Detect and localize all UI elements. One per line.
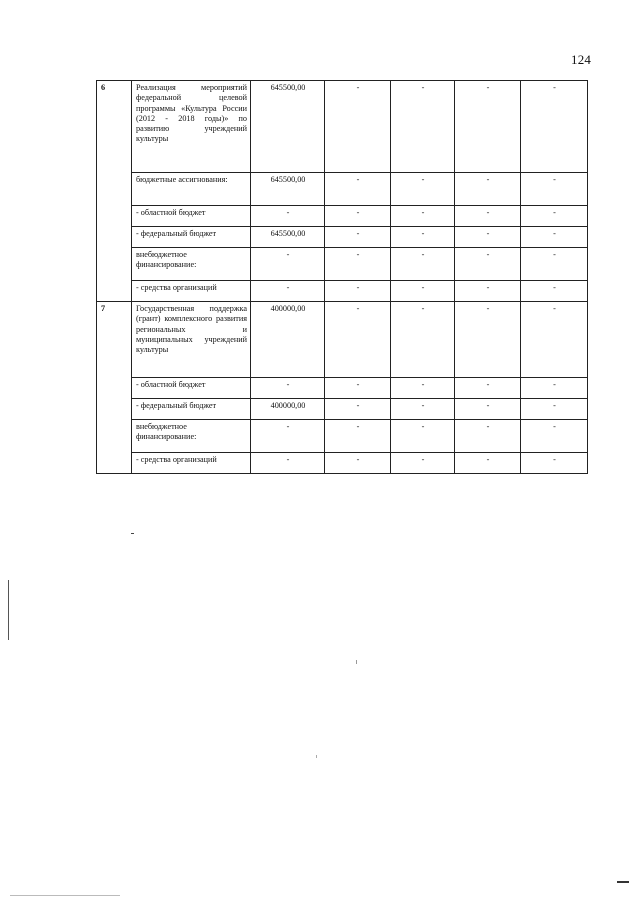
table-row xyxy=(97,281,588,302)
row-value: - xyxy=(391,173,455,206)
table-row xyxy=(97,248,588,281)
row-value: - xyxy=(455,453,521,474)
row-value: - xyxy=(251,206,325,227)
table-row xyxy=(97,399,588,420)
table-row xyxy=(97,227,588,248)
row-value: 400000,00 xyxy=(251,302,325,378)
row-value: - xyxy=(521,281,588,302)
row-value: - xyxy=(325,399,391,420)
row-value: - xyxy=(521,420,588,453)
row-description: Реализация мероприятий федеральной целевой программы «Культура России (2012 - 2018 годы)» по развитию учреждений культуры xyxy=(132,81,251,173)
scan-speck xyxy=(131,533,134,534)
row-value: - xyxy=(521,227,588,248)
row-description: внебюджетное финансирование: xyxy=(132,248,251,281)
row-value: - xyxy=(455,227,521,248)
row-value: 645500,00 xyxy=(251,173,325,206)
table-row xyxy=(97,378,588,399)
row-value: - xyxy=(521,453,588,474)
table-row xyxy=(97,420,588,453)
row-value: - xyxy=(251,420,325,453)
row-number: 6 xyxy=(97,81,132,302)
row-value: - xyxy=(455,399,521,420)
scan-edge-line xyxy=(8,580,9,640)
table-row xyxy=(97,173,588,206)
row-description: внебюджетное финансирование: xyxy=(132,420,251,453)
scan-speck xyxy=(316,755,317,758)
row-description: - средства организаций xyxy=(132,281,251,302)
row-value: - xyxy=(325,378,391,399)
row-value: - xyxy=(521,81,588,173)
row-value: - xyxy=(391,378,455,399)
scan-speck xyxy=(617,881,629,883)
row-value: - xyxy=(455,206,521,227)
row-value: - xyxy=(521,248,588,281)
row-description: - средства организаций xyxy=(132,453,251,474)
row-value: - xyxy=(455,378,521,399)
row-value: - xyxy=(391,81,455,173)
row-value: - xyxy=(391,227,455,248)
row-value: - xyxy=(325,453,391,474)
row-value: - xyxy=(325,281,391,302)
row-value: - xyxy=(251,281,325,302)
table-row xyxy=(97,206,588,227)
row-value: - xyxy=(251,453,325,474)
table-row xyxy=(97,453,588,474)
row-value: - xyxy=(251,378,325,399)
row-description: - областной бюджет xyxy=(132,378,251,399)
row-value: - xyxy=(325,248,391,281)
row-value: - xyxy=(521,173,588,206)
row-value: - xyxy=(455,173,521,206)
row-description: - федеральный бюджет xyxy=(132,227,251,248)
row-value: - xyxy=(325,302,391,378)
row-value: - xyxy=(325,81,391,173)
table-row xyxy=(97,81,588,173)
row-value: 400000,00 xyxy=(251,399,325,420)
row-value: - xyxy=(455,248,521,281)
row-value: - xyxy=(391,399,455,420)
row-value: 645500,00 xyxy=(251,227,325,248)
row-value: - xyxy=(325,227,391,248)
row-value: - xyxy=(391,248,455,281)
scan-footer-line xyxy=(10,895,120,896)
row-value: - xyxy=(325,420,391,453)
row-value: - xyxy=(251,248,325,281)
row-value: - xyxy=(455,302,521,378)
row-description: бюджетные ассигнования: xyxy=(132,173,251,206)
budget-table xyxy=(96,80,588,474)
scan-speck xyxy=(356,660,357,664)
row-value: - xyxy=(391,453,455,474)
page-number: 124 xyxy=(571,52,592,67)
row-description: - областной бюджет xyxy=(132,206,251,227)
row-value: - xyxy=(391,206,455,227)
row-value: - xyxy=(325,206,391,227)
row-value: - xyxy=(521,399,588,420)
row-value: - xyxy=(455,81,521,173)
row-value: - xyxy=(455,281,521,302)
row-value: - xyxy=(521,206,588,227)
row-value: - xyxy=(521,302,588,378)
row-value: - xyxy=(391,420,455,453)
row-description: - федеральный бюджет xyxy=(132,399,251,420)
row-description: Государственная поддержка (грант) комплексного развития региональных и муниципальных учреждений культуры xyxy=(132,302,251,378)
row-value: - xyxy=(391,281,455,302)
table-row xyxy=(97,302,588,378)
row-value: - xyxy=(521,378,588,399)
row-value: - xyxy=(325,173,391,206)
row-value: 645500,00 xyxy=(251,81,325,173)
row-number: 7 xyxy=(97,302,132,474)
row-value: - xyxy=(455,420,521,453)
row-value: - xyxy=(391,302,455,378)
